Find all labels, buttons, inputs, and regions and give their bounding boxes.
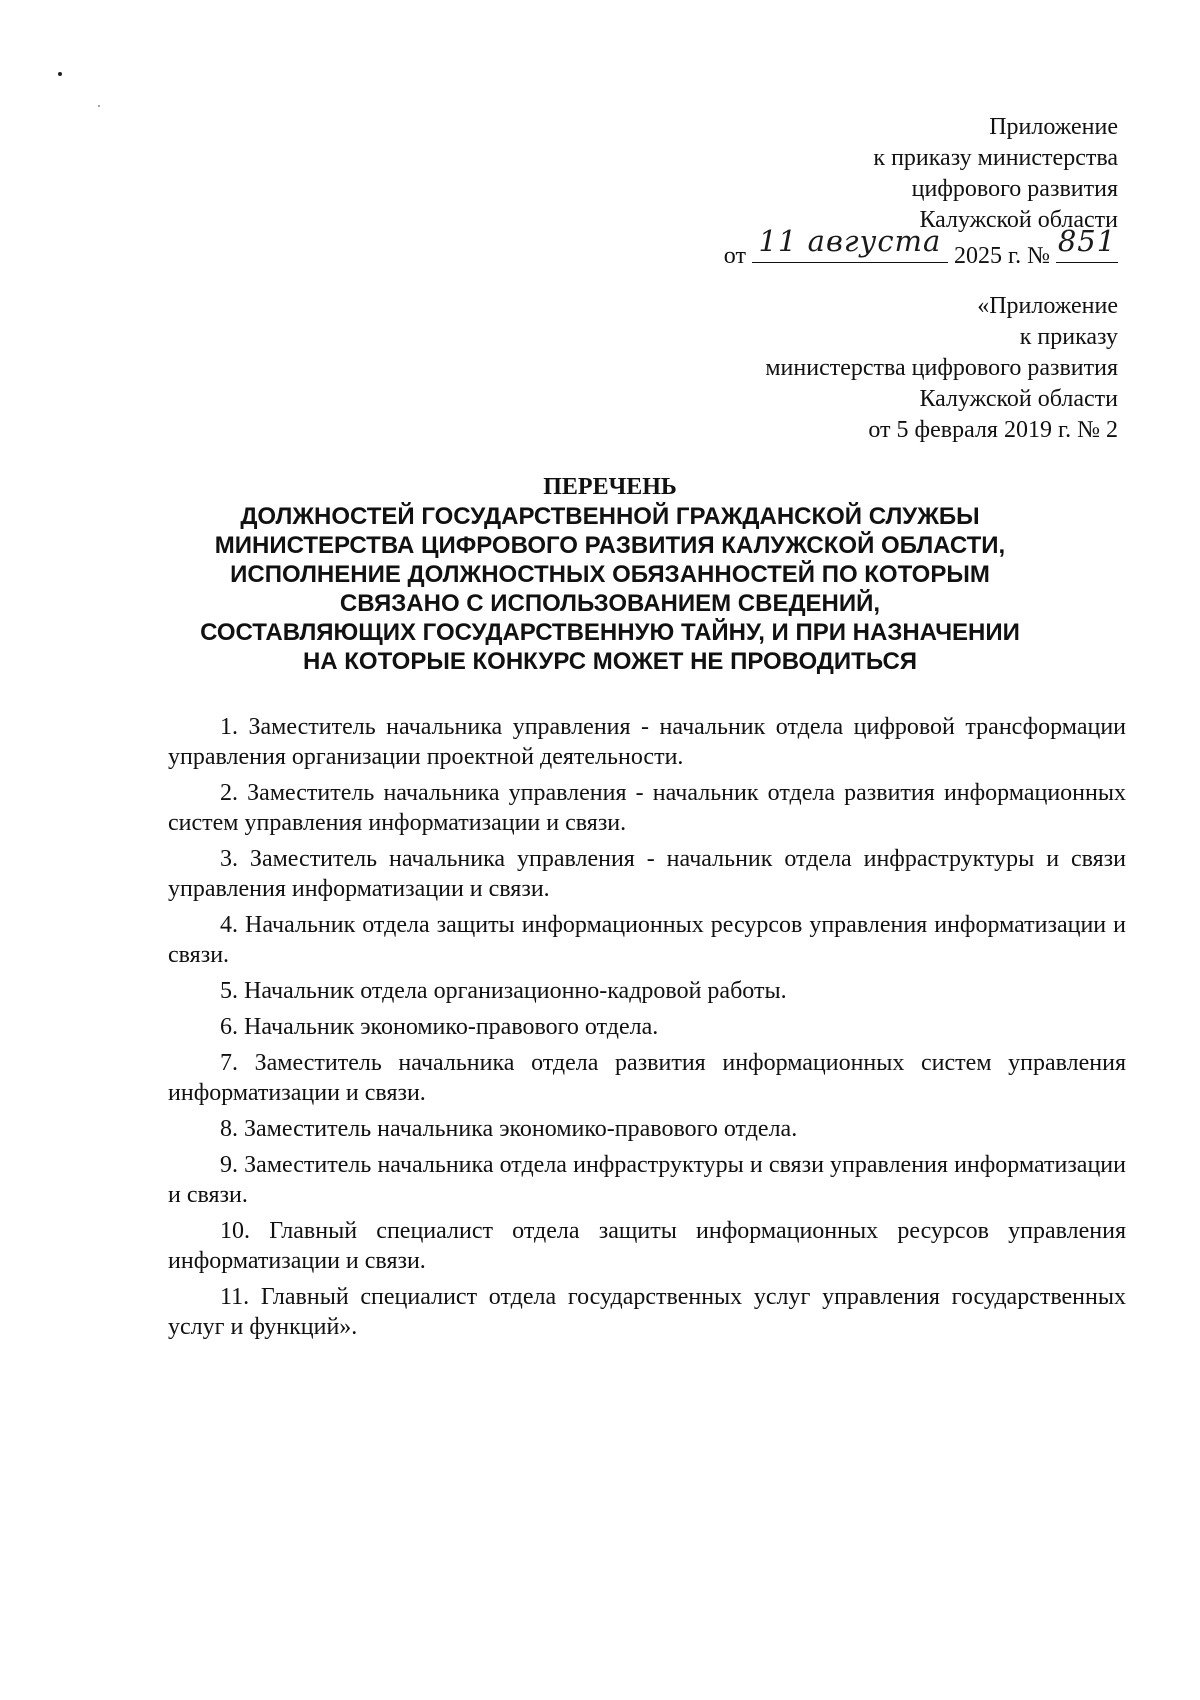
list-item: 11. Главный специалист отдела государственных услуг управления государственных услуг и функций».	[168, 1284, 1126, 1340]
approval-line: к приказу министерства	[873, 145, 1118, 171]
scan-speck	[98, 105, 100, 107]
title-heading: ПЕРЕЧЕНЬ	[543, 474, 677, 500]
list-item: 7. Заместитель начальника отдела развития информационных систем управления информатизации и связи.	[168, 1050, 1126, 1106]
handwritten-number: 851	[1057, 224, 1117, 258]
list-item: 5. Начальник отдела организационно-кадровой работы.	[220, 978, 787, 1004]
date-prefix: от	[723, 243, 746, 269]
scan-speck	[58, 72, 62, 76]
list-item: 1. Заместитель начальника управления - начальник отдела цифровой трансформации управления организации проектной деятельности.	[168, 714, 1126, 770]
annex-line: «Приложение	[977, 293, 1118, 319]
approval-header	[558, 112, 1118, 272]
approval-date-line	[558, 224, 1118, 272]
approval-line: цифрового развития	[911, 176, 1118, 202]
list-item: 10. Главный специалист отдела защиты информационных ресурсов управления информатизации и связи.	[168, 1218, 1126, 1274]
amended-annex-header	[518, 291, 1118, 446]
title-line: МИНИСТЕРСТВА ЦИФРОВОГО РАЗВИТИЯ КАЛУЖСКОЙ ОБЛАСТИ,	[214, 532, 1006, 559]
approval-line: Калужской области	[919, 207, 1118, 233]
positions-list	[168, 712, 1126, 1348]
annex-line: министерства цифрового развития	[765, 355, 1118, 381]
list-item: 4. Начальник отдела защиты информационных ресурсов управления информатизации и связи.	[168, 912, 1126, 968]
list-item: 6. Начальник экономико-правового отдела.	[220, 1014, 659, 1040]
title-line: НА КОТОРЫЕ КОНКУРС МОЖЕТ НЕ ПРОВОДИТЬСЯ	[302, 648, 918, 675]
list-item: 9. Заместитель начальника отдела инфраструктуры и связи управления информатизации и связи.	[168, 1152, 1126, 1208]
approval-line: Приложение	[989, 114, 1118, 140]
title-line: ДОЛЖНОСТЕЙ ГОСУДАРСТВЕННОЙ ГРАЖДАНСКОЙ СЛУЖБЫ	[240, 503, 980, 530]
handwritten-date: 11 августа	[758, 224, 942, 258]
title-line: ИСПОЛНЕНИЕ ДОЛЖНОСТНЫХ ОБЯЗАННОСТЕЙ ПО КОТОРЫМ	[230, 561, 990, 588]
title-line: СВЯЗАНО С ИСПОЛЬЗОВАНИЕМ СВЕДЕНИЙ,	[339, 590, 881, 617]
annex-line: от 5 февраля 2019 г. № 2	[868, 417, 1118, 443]
list-item: 2. Заместитель начальника управления - начальник отдела развития информационных систем управления информатизации и связи.	[168, 780, 1126, 836]
annex-line: к приказу	[1019, 324, 1118, 350]
list-item: 8. Заместитель начальника экономико-правового отдела.	[220, 1116, 798, 1142]
annex-line: Калужской области	[919, 386, 1118, 412]
title-line: СОСТАВЛЯЮЩИХ ГОСУДАРСТВЕННУЮ ТАЙНУ, И ПРИ НАЗНАЧЕНИИ	[200, 619, 1020, 646]
year-number-label: 2025 г. №	[953, 243, 1050, 269]
document-title	[150, 473, 1070, 676]
date-fill-field	[752, 224, 948, 263]
number-fill-field	[1056, 224, 1118, 263]
list-item: 3. Заместитель начальника управления - начальник отдела инфраструктуры и связи управления информатизации и связи.	[168, 846, 1126, 902]
